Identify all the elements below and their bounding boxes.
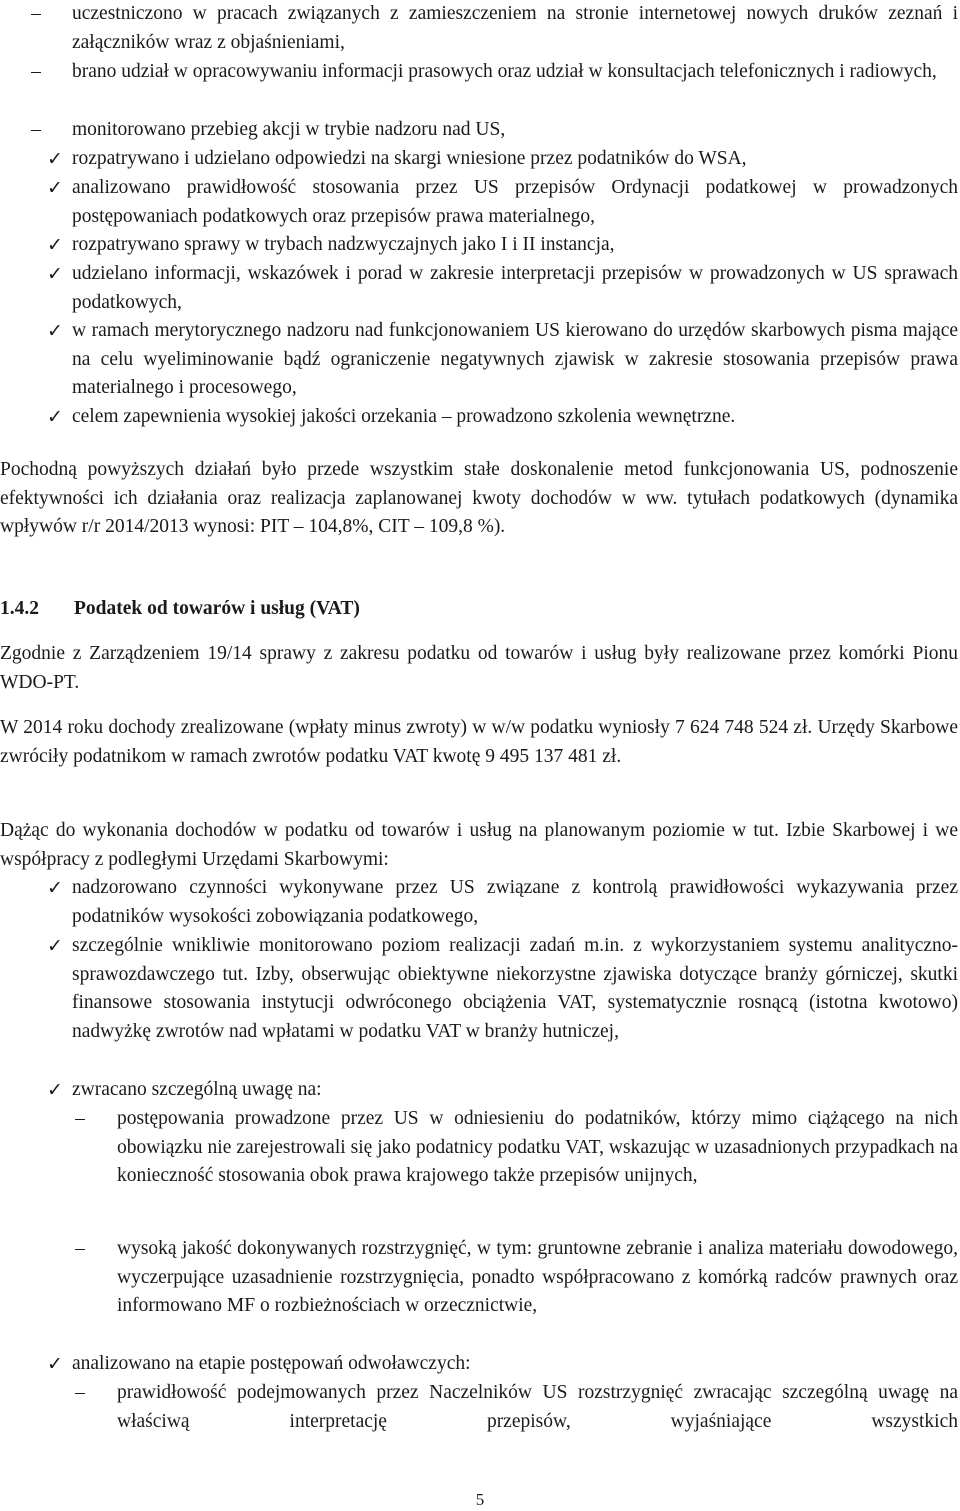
paragraph-dochody: W 2014 roku dochody zrealizowane (wpłaty minus zwroty) w w/w podatku wyniosły 7 624 748 524 zł. Urzędy Skarbowe zwróciły podatnikom w ramach zwrotów podatku VAT kwotę 9 495 137 481 zł. [0, 717, 958, 767]
list-item-text: monitorowano przebieg akcji w trybie nadzoru nad US, [72, 119, 506, 140]
list-item-text: zwracano szczególną uwagę na: [72, 1079, 322, 1100]
checkmark-icon: ✓ [47, 406, 63, 428]
list-item-text: wysoką jakość dokonywanych rozstrzygnięć, w tym: gruntowne zebranie i analiza materiału dowodowego, wyczerpujące uzasadnienie rozstrzygnięcia, ponadto współpracowano z komórką radców prawnych oraz informowano MF o rozbieżnościach w orzecznictwie, [117, 1238, 958, 1317]
list-item-text: celem zapewnienia wysokiej jakości orzekania – prowadzono szkolenia wewnętrzne. [72, 406, 736, 427]
list-item [47, 1350, 958, 1379]
section-title: Podatek od towarów i usług (VAT) [74, 598, 360, 619]
paragraph-intro: Dążąc do wykonania dochodów w podatku od towarów i usług na planowanym poziomie w tut. Izbie Skarbowej i we współpracy z podległymi Urzędami Skarbowymi: [0, 820, 958, 870]
checkmark-icon: ✓ [47, 1079, 63, 1101]
list-sub-item [75, 1379, 958, 1436]
checkmark-icon: ✓ [47, 263, 63, 285]
list-item-text: brano udział w opracowywaniu informacji prasowych oraz udział w konsultacjach telefonicznych i radiowych, [72, 61, 937, 82]
list-item [47, 403, 958, 432]
list-item [47, 317, 958, 403]
section-heading [0, 595, 958, 624]
list-item-text: uczestniczono w pracach związanych z zamieszczeniem na stronie internetowej nowych druków zeznań i załączników wraz z objaśnieniami, [72, 3, 958, 53]
dash-bullet: – [75, 1238, 85, 1259]
list-item-text: nadzorowano czynności wykonywane przez US związane z kontrolą prawidłowości wykazywania przez podatników wysokości zobowiązania podatkowego, [72, 877, 958, 927]
dash-bullet: – [31, 3, 41, 24]
list-item [47, 231, 958, 260]
list-item [47, 932, 958, 1047]
checkmark-icon: ✓ [47, 148, 63, 170]
list-item-text: postępowania prowadzone przez US w odniesieniu do podatników, którzy mimo ciążącego na nich obowiązku nie zarejestrowali się jako podatnicy podatku VAT, wskazując w uzasadnionych przypadkach na konieczność stosowania obok prawa krajowego także przepisów unijnych, [117, 1108, 958, 1187]
list-item [31, 116, 958, 145]
list-item [47, 874, 958, 931]
list-item-text: rozpatrywano i udzielano odpowiedzi na skargi wniesione przez podatników do WSA, [72, 148, 747, 169]
list-item-text: w ramach merytorycznego nadzoru nad funkcjonowaniem US kierowano do urzędów skarbowych pisma mające na celu wyeliminowanie bądź ograniczenie negatywnych zjawisk w zakresie stosowania przepisów prawa materialnego i procesowego, [72, 320, 958, 399]
dash-bullet: – [75, 1108, 85, 1129]
section-number: 1.4.2 [0, 598, 39, 619]
dash-bullet: – [31, 119, 41, 140]
checkmark-icon: ✓ [47, 935, 63, 957]
list-item [47, 174, 958, 231]
list-item-text: szczególnie wnikliwie monitorowano poziom realizacji zadań m.in. z wykorzystaniem systemu analityczno-sprawozdawczego tut. Izby, obserwując obiektywne niekorzystne zjawiska dotyczące branży górniczej, skutki finansowe stosowania instytucji odwróconego obciążenia VAT, systematycznie rosnącą (istotna kwotowo) nadwyżkę zwrotów nad wpłatami w podatku VAT w branży hutniczej, [72, 935, 958, 1043]
dash-bullet: – [31, 61, 41, 82]
list-item-text: rozpatrywano sprawy w trybach nadzwyczajnych jako I i II instancja, [72, 234, 615, 255]
page-number: 5 [475, 1490, 485, 1509]
list-item-text: udzielano informacji, wskazówek i porad w zakresie interpretacji przepisów w prowadzonych w US sprawach podatkowych, [72, 263, 958, 313]
summary-paragraph: Pochodną powyższych działań było przede wszystkim stałe doskonalenie metod funkcjonowania US, podnoszenie efektywności ich działania oraz realizacja zaplanowanej kwoty dochodów w ww. tytułach podatkowych (dynamika wpływów r/r 2014/2013 wynosi: PIT – 104,8%, CIT – 109,8 %). [0, 459, 958, 538]
list-item-text: analizowano prawidłowość stosowania przez US przepisów Ordynacji podatkowej w prowadzonych postępowaniach podatkowych oraz przepisów prawa materialnego, [72, 177, 958, 227]
list-item-text: prawidłowość podejmowanych przez Naczelników US rozstrzygnięć zwracając szczególną uwagę na właściwą interpretację przepisów, wyjaśniające wszystkich [117, 1382, 958, 1432]
dash-bullet: – [75, 1382, 85, 1403]
list-item [47, 260, 958, 317]
checkmark-icon: ✓ [47, 234, 63, 256]
list-item [31, 58, 958, 87]
list-item [47, 1076, 958, 1105]
checkmark-icon: ✓ [47, 320, 63, 342]
paragraph-zarzadzenie: Zgodnie z Zarządzeniem 19/14 sprawy z zakresu podatku od towarów i usług były realizowane przez komórki Pionu WDO-PT. [0, 643, 958, 693]
checkmark-icon: ✓ [47, 1353, 63, 1375]
list-sub-item [75, 1235, 958, 1321]
list-item-text: analizowano na etapie postępowań odwoławczych: [72, 1353, 471, 1374]
list-sub-item [75, 1105, 958, 1191]
checkmark-icon: ✓ [47, 177, 63, 199]
list-item [31, 0, 958, 57]
list-item [47, 145, 958, 174]
checkmark-icon: ✓ [47, 877, 63, 899]
